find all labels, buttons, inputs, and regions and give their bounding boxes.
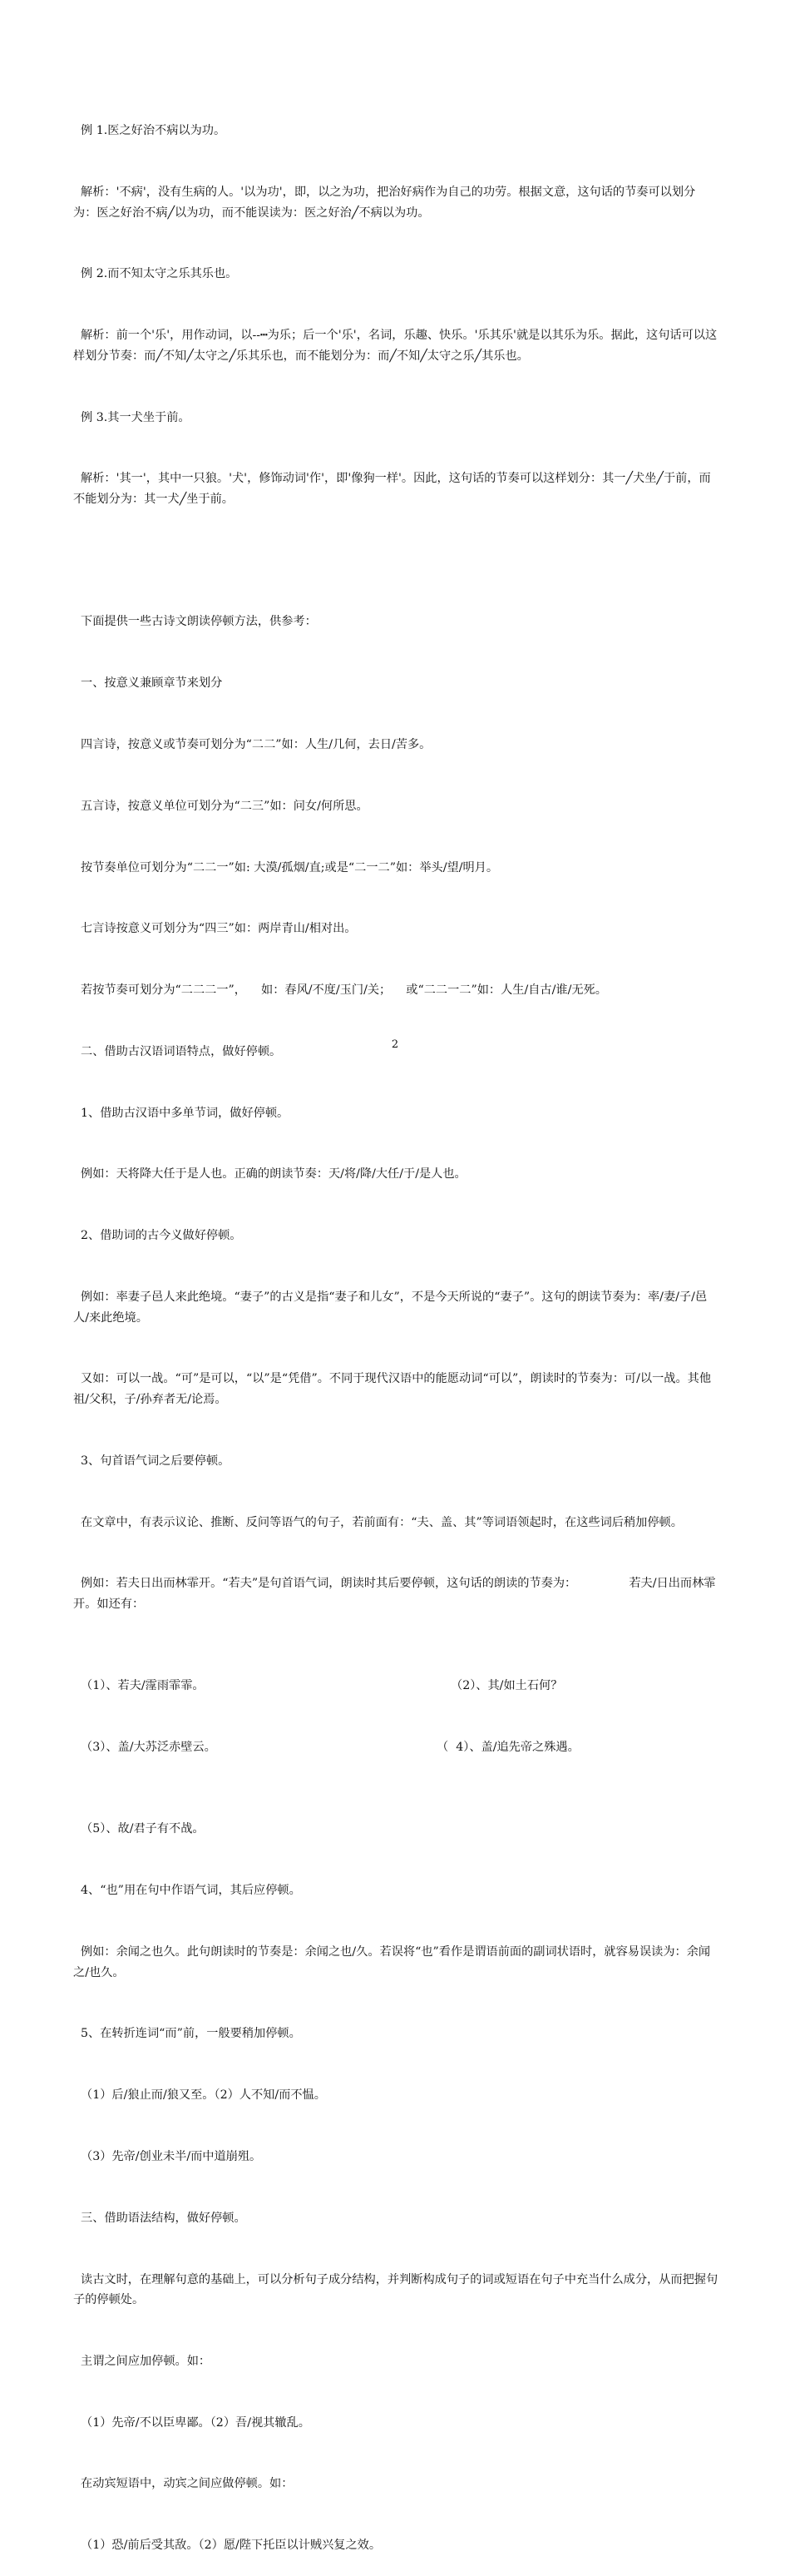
paragraph: （3）先帝/创业未半/而中道崩殂。 [73, 2149, 262, 2163]
blank-line [73, 551, 718, 572]
paragraph: 在动宾短语中，动宾之间应做停顿。如： [73, 2477, 294, 2491]
paragraph: 主谓之间应加停顿。如： [73, 2354, 211, 2368]
paragraph: 在文章中，有表示议论、推断、反问等语气的句子，若前面有：“夫、盖、其”等词语领起时，在这些词后稍加停顿。 [73, 1515, 683, 1529]
paragraph: 例如：若夫日出而林霏开。“若夫”是句首语气词，朗读时其后要停顿，这句话的朗读的节奏为： 若夫/日出而林霏开。如还有： [73, 1577, 716, 1611]
example-pair [73, 1676, 718, 1697]
paragraph: 读古文时，在理解句意的基础上，可以分析句子成分结构，并判断构成句子的词或短语在句子中充当什么成分，从而把握句子的停顿处。 [73, 2272, 718, 2307]
paragraph: 解析：前一个'乐'，用作动词，以--┅为乐；后一个'乐'，名词，乐趣、快乐。'乐其乐'就是以其乐为乐。据此，这句话可以这样划分节奏：而╱不知╱太守之╱乐其乐也，而不能划分为：而╱不知╱太守之乐╱其乐也。 [73, 329, 718, 363]
paragraph: 又如：可以一战。“可”是可以，“以”是“凭借”。不同于现代汉语中的能愿动词“可以”，朗读时的节奏为：可/以一战。其他祖/父积，子/孙弃者无/论焉。 [73, 1372, 712, 1406]
example-left: （1）、若夫/霪雨霏霏。 [73, 1679, 205, 1693]
document-body [73, 80, 718, 2576]
paragraph: （5）、故/君子有不战。 [73, 1822, 205, 1836]
paragraph: （1）先帝/不以臣卑鄙。（2）吾/视其辙乱。 [73, 2415, 310, 2430]
paragraph: 2、借助词的古今义做好停顿。 [73, 1229, 242, 1243]
paragraph: 例 2.而不知太守之乐其乐也。 [73, 267, 238, 281]
paragraph: 下面提供一些古诗文朗读停顿方法，供参考： [73, 615, 317, 629]
paragraph: 七言诗按意义可划分为“四三”如：两岸青山/相对出。 [73, 922, 357, 936]
paragraph: 五言诗，按意义单位可划分为“二三”如：问女/何所思。 [73, 799, 368, 813]
paragraph: （1）恐/前后受其敌。（2）愿/陛下托臣以计贼兴复之效。 [73, 2539, 382, 2553]
section-heading: 二、借助古汉语词语特点，做好停顿。 [73, 1044, 282, 1058]
paragraph: 4、“也”用在句中作语气词，其后应停顿。 [73, 1884, 301, 1898]
paragraph: 3、句首语气词之后要停顿。 [73, 1454, 230, 1468]
paragraph: 5、在转折连词“而”前，一般要稍加停顿。 [73, 2027, 301, 2041]
paragraph: 例如：率妻子邑人来此绝境。“妻子”的古义是指“妻子和儿女”，不是今天所说的“妻子”。这句的朗读节奏为：率/妻/子/邑人/来此绝境。 [73, 1290, 708, 1325]
example-left: （3）、盖/大苏泛赤壁云。 [73, 1741, 216, 1755]
paragraph: 例 1.医之好治不病以为功。 [73, 124, 226, 138]
example-pair [73, 1737, 718, 1758]
example-right: （2）、其/如土石何？ [451, 1679, 563, 1693]
section-heading: 一、按意义兼顾章节来划分 [73, 676, 223, 691]
paragraph: 例如：天将降大任于是人也。正确的朗读节奏：天/将/降/大任/于/是人也。 [73, 1167, 467, 1181]
example-right: （ 4）、盖/追先帝之殊遇。 [437, 1741, 580, 1755]
page-number: 2 [391, 1038, 399, 1051]
paragraph: 1、借助古汉语中多单节词，做好停顿。 [73, 1106, 289, 1120]
paragraph: 例 3.其一犬坐于前。 [73, 410, 190, 424]
paragraph: 例如：余闻之也久。此句朗读时的节奏是：余闻之也/久。若误将“也”看作是谓语前面的副词状语时，就容易误读为：余闻之/也久。 [73, 1945, 711, 1979]
paragraph: 若按节奏可划分为“二二二一”， 如：春风/不度/玉门/关； 或“二二一二”如：人生/自古/谁/无死。 [73, 983, 607, 998]
paragraph: 四言诗，按意义或节奏可划分为“二二”如：人生/几何，去日/苦多。 [73, 738, 432, 751]
paragraph: （1）后/狼止而/狼又至。（2）人不知/而不愠。 [73, 2088, 326, 2103]
paragraph: 解析：'其一'，其中一只狼。'犬'，修饰动词'作'，即'像狗一样'。因此，这句话的节奏可以这样划分：其一╱犬坐╱于前，而不能划分为：其一犬╱坐于前。 [73, 472, 711, 506]
paragraph: 按节奏单位可划分为“二二一”如: 大漠/孤烟/直;或是“二一二”如：举头/望/明月。 [73, 860, 499, 874]
paragraph: 解析：'不病'，没有生病的人。'以为功'，即，以之为功，把治好病作为自己的功劳。根据文意，这句话的节奏可以划分为：医之好治不病╱以为功，而不能误读为：医之好治╱不病以为功。 [73, 185, 696, 220]
section-heading: 三、借助语法结构，做好停顿。 [73, 2211, 246, 2225]
